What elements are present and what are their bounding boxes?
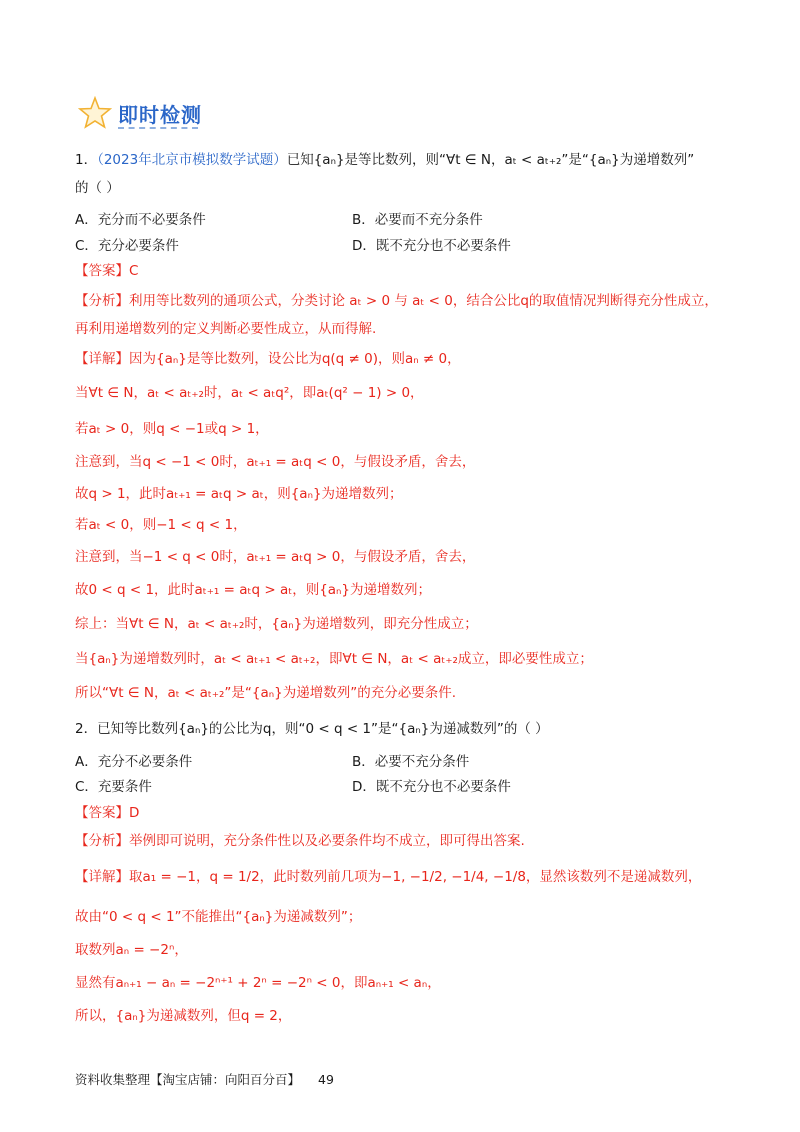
footer-text: 资料收集整理【淘宝店铺：向阳百分百】 [75,1072,301,1087]
q1-detail-line: 所以“∀t ∈ N，aₜ < aₜ₊₂”是“{aₙ}为递增数列”的充分必要条件. [75,685,457,701]
q2-stem: 2．已知等比数列{aₙ}的公比为q，则“0 < q < 1”是“{aₙ}为递减数列”的（ ） [75,721,549,737]
q1-detail-line: 当∀t ∈ N，aₜ < aₜ₊₂时，aₜ < aₜq²，即aₜ(q² − 1) > 0， [75,385,424,401]
q1-stem-text: 已知{aₙ}是等比数列，则“∀t ∈ N，aₜ < aₜ₊₂”是“{aₙ}为递增数列” [286,152,695,168]
section-title: 即时检测 [118,102,202,127]
q1-option-d: D．既不充分也不必要条件 [352,238,511,254]
q2-option-b: B．必要不充分条件 [352,754,470,770]
section-header [78,96,202,130]
q1-stem-line2: 的（ ） [75,180,120,196]
q2-option-a: A．充分不必要条件 [75,754,193,770]
section-underline [118,127,198,129]
q1-detail-line: 若aₜ > 0，则q < −1或q > 1， [75,421,269,437]
q1-detail-line: 故0 < q < 1，此时aₜ₊₁ = aₜq > aₜ，则{aₙ}为递增数列； [75,582,432,598]
q1-detail-line: 综上：当∀t ∈ N，aₜ < aₜ₊₂时，{aₙ}为递增数列，即充分性成立； [75,616,478,632]
q1-answer: 【答案】C [75,263,139,279]
q1-detail-line: 【详解】因为{aₙ}是等比数列，设公比为q(q ≠ 0)，则aₙ ≠ 0， [75,351,461,367]
q1-number: 1． [75,152,98,168]
q1-analysis-line2: 再利用递增数列的定义判断必要性成立，从而得解. [75,321,377,337]
page-number: 49 [318,1072,334,1087]
q2-detail-line: 显然有aₙ₊₁ − aₙ = −2ⁿ⁺¹ + 2ⁿ = −2ⁿ < 0，即aₙ₊₁ < aₙ， [75,975,441,991]
q1-detail-line: 当{aₙ}为递增数列时，aₜ < aₜ₊₁ < aₜ₊₂，即∀t ∈ N，aₜ < aₜ₊₂成立，即必要性成立； [75,651,593,667]
q1-detail-line: 若aₜ < 0，则−1 < q < 1， [75,517,247,533]
q2-detail-line: 故由“0 < q < 1”不能推出“{aₙ}为递减数列”； [75,909,362,925]
q2-option-c: C．充要条件 [75,779,152,795]
q2-analysis: 【分析】举例即可说明，充分条件性以及必要条件均不成立，即可得出答案. [75,833,525,849]
q2-answer: 【答案】D [75,805,140,821]
q2-detail-line: 取数列aₙ = −2ⁿ， [75,942,188,958]
q2-detail-line: 所以，{aₙ}为递减数列，但q = 2， [75,1008,292,1024]
q2-option-d: D．既不充分也不必要条件 [352,779,511,795]
q1-option-b: B．必要而不充分条件 [352,212,483,228]
q1-detail-line: 注意到，当−1 < q < 0时，aₜ₊₁ = aₜq > 0，与假设矛盾，舍去， [75,549,476,565]
q1-detail-line: 注意到，当q < −1 < 0时，aₜ₊₁ = aₜq < 0，与假设矛盾，舍去， [75,454,476,470]
q1-analysis-line1: 【分析】利用等比数列的通项公式，分类讨论 aₜ > 0 与 aₜ < 0，结合公比q的取值情况判断得充分性成立， [75,293,718,309]
q1-option-a: A．充分而不必要条件 [75,212,206,228]
q1-source: （2023年北京市模拟数学试题） [97,152,287,168]
star-icon [78,96,112,130]
page-footer [75,1070,334,1088]
q2-detail-line: 【详解】取a₁ = −1，q = 1/2，此时数列前几项为−1, −1/2, −1/4, −1/8，显然该数列不是递减数列， [75,869,702,885]
q1-option-c: C．充分必要条件 [75,238,179,254]
q1-stem-line1 [75,150,760,170]
q1-detail-line: 故q > 1，此时aₜ₊₁ = aₜq > aₜ，则{aₙ}为递增数列； [75,486,403,502]
